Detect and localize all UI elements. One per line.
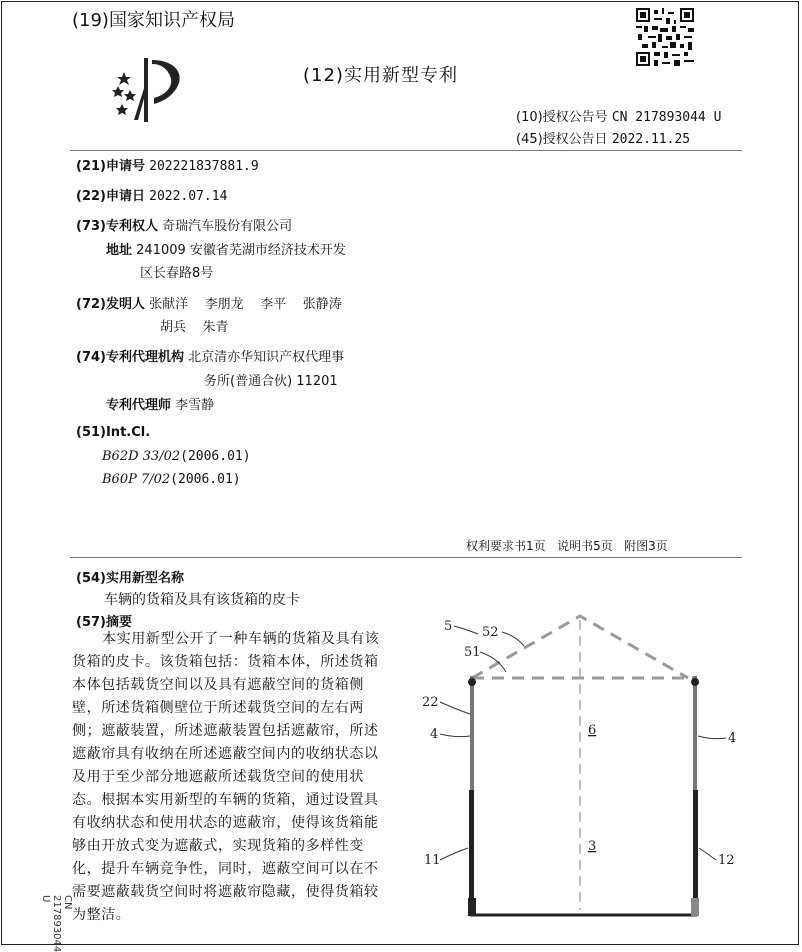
pub-no-value: CN 217893044 U	[611, 110, 722, 125]
office-name: (19)国家知识产权局	[72, 10, 235, 31]
agent-label: 专利代理师	[106, 398, 172, 413]
label-22: 22	[422, 695, 439, 710]
ipc-version: (2006.01)	[170, 472, 241, 487]
agency	[76, 346, 344, 365]
summary-divider	[70, 557, 742, 558]
inventor: 李平	[260, 297, 287, 312]
agency-line1: 北京清亦华知识产权代理事	[188, 350, 345, 365]
agent	[106, 394, 214, 413]
agent-value: 李雪静	[175, 398, 215, 413]
left-pivot	[468, 678, 476, 686]
leader-51	[480, 652, 506, 672]
leader-4-left	[440, 734, 470, 737]
publication-date	[516, 128, 690, 147]
inventors	[76, 293, 342, 312]
leader-52	[502, 632, 524, 646]
leader-11	[440, 848, 468, 860]
ipc-code: B60P 7/02	[102, 472, 171, 487]
label-6: 6	[588, 723, 597, 738]
label-12: 12	[718, 853, 735, 868]
label-11: 11	[424, 853, 441, 868]
title-label: (54)实用新型名称	[76, 571, 184, 586]
pages-summary: 权利要求书1页 说明书5页 附图3页	[466, 539, 668, 553]
right-foot	[691, 898, 699, 916]
label-3: 3	[588, 839, 597, 854]
patentee-value: 奇瑞汽车股份有限公司	[162, 219, 293, 234]
header-divider	[70, 150, 742, 151]
pub-date-label: (45)授权公告日	[516, 132, 608, 147]
leader-4-right	[698, 736, 726, 739]
qr-code-icon	[636, 8, 694, 66]
label-4-right: 4	[728, 731, 737, 746]
right-pivot	[691, 678, 699, 686]
abstract-body	[72, 628, 392, 927]
ipc-entry	[102, 472, 241, 487]
label-52: 52	[482, 625, 499, 640]
inventor: 朱青	[202, 320, 229, 335]
ipc-code: B62D 33/02	[102, 449, 181, 464]
app-date-value: 2022.07.14	[149, 189, 228, 204]
inventors-label: (72)发明人	[76, 297, 145, 312]
cnipa-logo-icon	[108, 54, 190, 124]
left-side-panel	[469, 790, 474, 908]
application-number	[76, 155, 259, 174]
app-date-label: (22)申请日	[76, 189, 145, 204]
app-no-value: 202221837881.9	[149, 159, 259, 174]
pub-no-label: (10)授权公告号	[516, 110, 608, 125]
ipc-version: (2006.01)	[180, 449, 251, 464]
leader-5	[454, 626, 478, 634]
inventors-line2	[160, 316, 229, 335]
label-4-left: 4	[430, 727, 439, 742]
address-line2: 区长春路8号	[140, 266, 214, 281]
address-label: 地址	[106, 243, 133, 258]
document-type: (12)实用新型专利	[303, 65, 458, 86]
label-5: 5	[444, 619, 453, 634]
int-cl-label: (51)Int.Cl.	[76, 425, 151, 440]
inventor: 张静涛	[302, 297, 342, 312]
right-side-panel	[693, 790, 698, 908]
address-line1: 241009 安徽省芜湖市经济技术开发	[136, 243, 346, 258]
inventor: 李朋龙	[204, 297, 244, 312]
patentee-label: (73)专利权人	[76, 219, 158, 234]
inventor: 胡兵	[160, 320, 187, 335]
agency-line2: 务所(普通合伙) 11201	[204, 374, 338, 389]
publication-number	[516, 106, 721, 125]
abstract-text: 本实用新型公开了一种车辆的货箱及具有该货箱的皮卡。该货箱包括：货箱本体，所述货箱本体包括载货空间以及具有遮蔽空间的货箱侧壁，所述货箱侧壁位于所述载货空间的左右两侧；遮蔽装置，所述遮蔽装置包括遮蔽帘，所述遮蔽帘具有收纳在所述遮蔽空间内的收纳状态以及用于至少部分地遮蔽所述载货空间的使用状态。根据本实用新型的车辆的货箱，通过设置具有收纳状态和使用状态的遮蔽帘，使得该货箱能够由开放式变为遮蔽式，实现货箱的多样性变化，提升车辆竞争性，同时，遮蔽空间可以在不需要遮蔽载货空间时将遮蔽帘隐藏，使得货箱较为整洁。	[72, 631, 380, 923]
abstract-label: (57)摘要	[76, 615, 132, 630]
inventor: 张献洋	[149, 297, 189, 312]
abstract-figure	[420, 610, 760, 930]
ipc-entry	[102, 449, 251, 464]
leader-12	[699, 848, 716, 860]
pub-date-value: 2022.11.25	[611, 132, 691, 147]
address	[106, 239, 346, 258]
application-date	[76, 185, 227, 204]
patentee	[76, 215, 292, 234]
left-foot	[468, 898, 476, 916]
label-51: 51	[464, 645, 481, 660]
side-publication-code: CN 217893044 U	[40, 895, 73, 952]
leader-22	[440, 702, 470, 714]
utility-model-title: 车辆的货箱及具有该货箱的皮卡	[104, 592, 300, 608]
agency-label: (74)专利代理机构	[76, 350, 184, 365]
app-no-label: (21)申请号	[76, 159, 145, 174]
